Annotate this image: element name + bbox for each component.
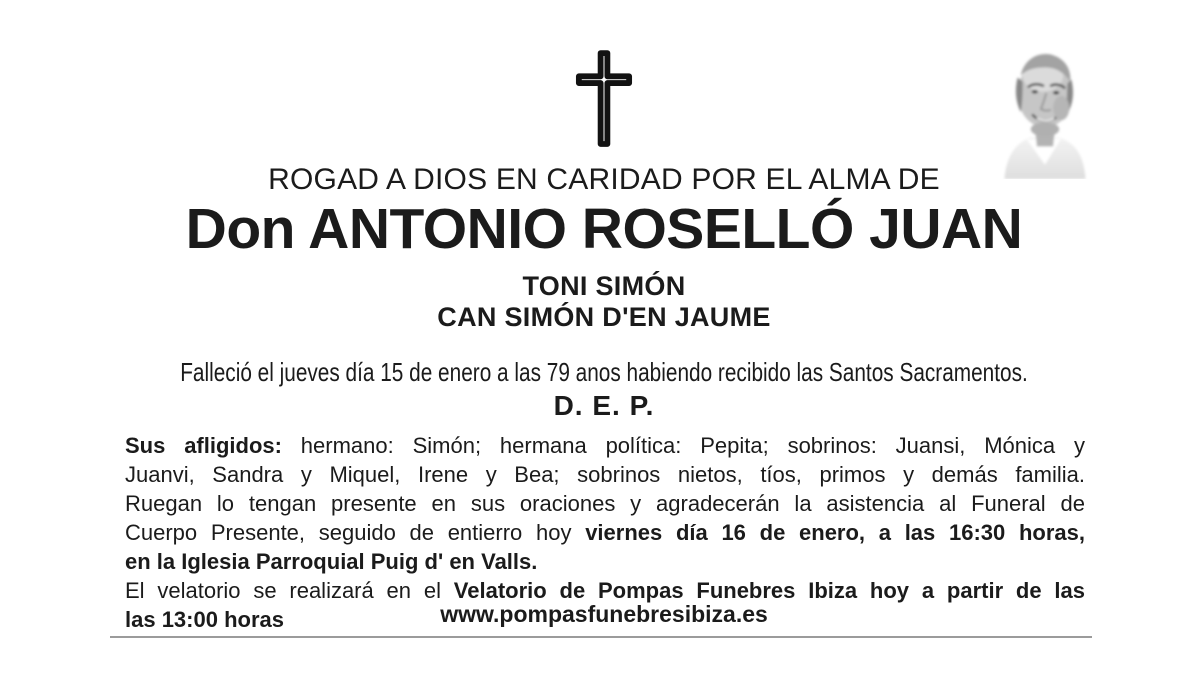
obituary-line-2 bbox=[125, 460, 1085, 489]
bottom-divider bbox=[110, 636, 1092, 638]
deceased-alias: TONI SIMÓN bbox=[522, 271, 686, 301]
deceased-portrait-photo bbox=[996, 41, 1094, 179]
obituary-line-3 bbox=[125, 489, 1085, 518]
text-segment: en la Iglesia Parroquial Puig d' en Valls. bbox=[125, 549, 538, 574]
text-segment: Juanvi, Sandra y Miquel, Irene y Bea; sobrinos nietos, tíos, primos y demás familia. bbox=[125, 462, 1085, 487]
text-segment: viernes día 16 de enero, a las 16:30 horas, bbox=[585, 520, 1085, 545]
text-segment: Velatorio de Pompas Funebres Ibiza hoy a partir de las bbox=[453, 578, 1086, 603]
text-segment: hermano: Simón; hermana política: Pepita; sobrinos: Juansi, Mónica y bbox=[281, 433, 1085, 458]
death-details-line: Falleció el jueves día 15 de enero a las 79 anos habiendo recibido las Santos Sacramentos. bbox=[180, 357, 1028, 387]
deceased-house-name: CAN SIMÓN D'EN JAUME bbox=[437, 302, 771, 332]
text-segment: El velatorio se realizará en el bbox=[125, 578, 454, 603]
text-segment: Ruegan lo tengan presente en sus oraciones y agradecerán la asistencia al Funeral de bbox=[125, 491, 1085, 516]
dep-abbreviation: D. E. P. bbox=[553, 390, 655, 421]
text-segment: Sus afligidos: bbox=[125, 433, 282, 458]
latin-cross-icon bbox=[575, 49, 633, 150]
obituary-line-4 bbox=[125, 518, 1085, 547]
deceased-name: Don ANTONIO ROSELLÓ JUAN bbox=[185, 197, 1023, 261]
obituary-line-5 bbox=[125, 547, 1085, 576]
invocation-line: ROGAD A DIOS EN CARIDAD POR EL ALMA DE bbox=[268, 163, 940, 196]
obituary-line-1 bbox=[125, 431, 1085, 460]
text-segment: Cuerpo Presente, seguido de entierro hoy bbox=[125, 520, 586, 545]
funeral-home-website: www.pompasfunebresibiza.es bbox=[440, 601, 768, 627]
text-segment: las 13:00 horas bbox=[125, 607, 284, 632]
